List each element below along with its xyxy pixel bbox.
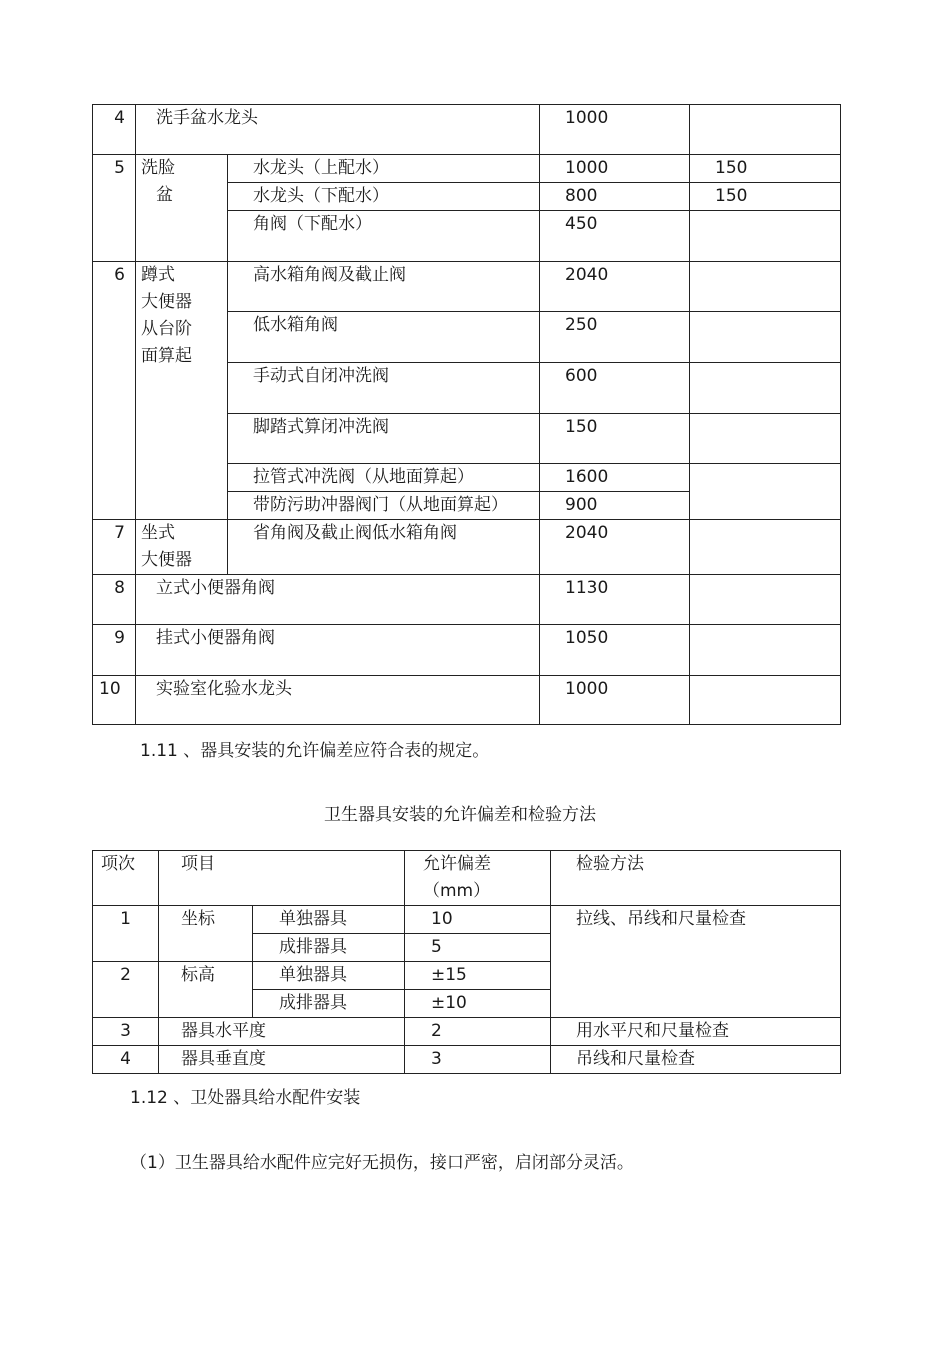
- install-height: 1050: [540, 625, 690, 676]
- table-row: [93, 625, 841, 676]
- paragraph-1-11: 1.11 、器具安装的允许偏差应符合表的规定。: [140, 741, 490, 761]
- deviation-sub-item: 成排器具: [253, 990, 405, 1018]
- row-number: 5: [93, 155, 136, 262]
- deviation-item: 器具水平度: [159, 1018, 405, 1046]
- row-number: 8: [93, 575, 136, 625]
- install-height: 1000: [540, 155, 690, 183]
- install-height: 800: [540, 183, 690, 211]
- paragraph-1-12-1: （1）卫生器具给水配件应完好无损伤，接口严密，启闭部分灵活。: [130, 1153, 634, 1173]
- install-height: 450: [540, 211, 690, 262]
- header-method: 检验方法: [551, 851, 841, 906]
- install-height: 600: [540, 363, 690, 414]
- category-label: 洗脸 盆: [141, 158, 175, 205]
- install-height: 2040: [540, 520, 690, 575]
- install-height: 250: [540, 312, 690, 363]
- deviation-sub-item: 成排器具: [253, 934, 405, 962]
- tolerance-value: 10: [405, 906, 551, 934]
- fixture-sub-item: 手动式自闭冲洗阀: [228, 363, 540, 414]
- table-row: [93, 575, 841, 625]
- fixture-item: 立式小便器角阀: [136, 575, 540, 625]
- install-height: 1130: [540, 575, 690, 625]
- extra-value: [690, 520, 841, 575]
- fixture-sub-item: 拉管式冲洗阀（从地面算起）: [228, 464, 540, 492]
- extra-value: [690, 211, 841, 262]
- table-row: [93, 520, 841, 575]
- header-tolerance: [405, 851, 551, 906]
- extra-value: [690, 414, 841, 464]
- row-number: 6: [93, 262, 136, 520]
- inspection-method: 吊线和尺量检查: [551, 1046, 841, 1074]
- deviation-item: 标高: [159, 962, 253, 1018]
- row-number: 4: [93, 1046, 159, 1074]
- extra-value: [690, 575, 841, 625]
- header-tolerance-label: 允许偏差 （mm）: [423, 854, 491, 901]
- table-row: [93, 262, 841, 312]
- fixture-item: 挂式小便器角阀: [136, 625, 540, 676]
- paragraph-1-12: 1.12 、卫处器具给水配件安装: [130, 1088, 361, 1108]
- table-row: [93, 676, 841, 725]
- install-height: 1000: [540, 105, 690, 155]
- extra-value: [690, 464, 841, 520]
- fixture-category: [136, 262, 228, 520]
- tolerance-value: ±10: [405, 990, 551, 1018]
- fixture-sub-item: 带防污助冲器阀门（从地面算起）: [228, 492, 540, 520]
- table-row: [93, 105, 841, 155]
- deviation-item: 器具垂直度: [159, 1046, 405, 1074]
- extra-value: [690, 676, 841, 725]
- fixture-item: 实验室化验水龙头: [136, 676, 540, 725]
- install-height: 2040: [540, 262, 690, 312]
- deviation-table-title: 卫生器具安装的允许偏差和检验方法: [324, 805, 596, 825]
- fixture-height-table: [92, 104, 841, 725]
- row-number: 1: [93, 906, 159, 962]
- row-number: 9: [93, 625, 136, 676]
- tolerance-value: 5: [405, 934, 551, 962]
- row-number: 10: [93, 676, 136, 725]
- fixture-sub-item: 角阀（下配水）: [228, 211, 540, 262]
- row-number: 3: [93, 1018, 159, 1046]
- fixture-sub-item: 水龙头（下配水）: [228, 183, 540, 211]
- fixture-sub-item: 脚踏式算闭冲洗阀: [228, 414, 540, 464]
- tolerance-value: ±15: [405, 962, 551, 990]
- table-row: [93, 1046, 841, 1074]
- header-item: 项目: [159, 851, 405, 906]
- table-row: [93, 906, 841, 934]
- deviation-item: 坐标: [159, 906, 253, 962]
- deviation-table: [92, 850, 841, 1074]
- table-row: [93, 1018, 841, 1046]
- install-height: 1000: [540, 676, 690, 725]
- row-number: 4: [93, 105, 136, 155]
- header-no: 项次: [93, 851, 159, 906]
- tolerance-value: 2: [405, 1018, 551, 1046]
- extra-value: [690, 262, 841, 312]
- deviation-sub-item: 单独器具: [253, 962, 405, 990]
- extra-value: [690, 312, 841, 363]
- deviation-sub-item: 单独器具: [253, 906, 405, 934]
- row-number: 7: [93, 520, 136, 575]
- fixture-item: 洗手盆水龙头: [136, 105, 540, 155]
- table-header-row: [93, 851, 841, 906]
- inspection-method: 拉线、吊线和尺量检查: [551, 906, 841, 1018]
- table-row: [93, 155, 841, 183]
- fixture-sub-item: 高水箱角阀及截止阀: [228, 262, 540, 312]
- fixture-category: [136, 520, 228, 575]
- fixture-sub-item: 水龙头（上配水）: [228, 155, 540, 183]
- fixture-category: [136, 155, 228, 262]
- install-height: 1600: [540, 464, 690, 492]
- install-height: 150: [540, 414, 690, 464]
- extra-value: [690, 105, 841, 155]
- inspection-method: 用水平尺和尺量检查: [551, 1018, 841, 1046]
- extra-value: 150: [690, 155, 841, 183]
- tolerance-value: 3: [405, 1046, 551, 1074]
- install-height: 900: [540, 492, 690, 520]
- extra-value: 150: [690, 183, 841, 211]
- row-number: 2: [93, 962, 159, 1018]
- category-label: 蹲式 大便器 从台阶 面算起: [141, 265, 192, 366]
- fixture-sub-item: 低水箱角阀: [228, 312, 540, 363]
- extra-value: [690, 363, 841, 414]
- category-label: 坐式 大便器: [141, 523, 192, 570]
- extra-value: [690, 625, 841, 676]
- fixture-sub-item: 省角阀及截止阀低水箱角阀: [228, 520, 540, 575]
